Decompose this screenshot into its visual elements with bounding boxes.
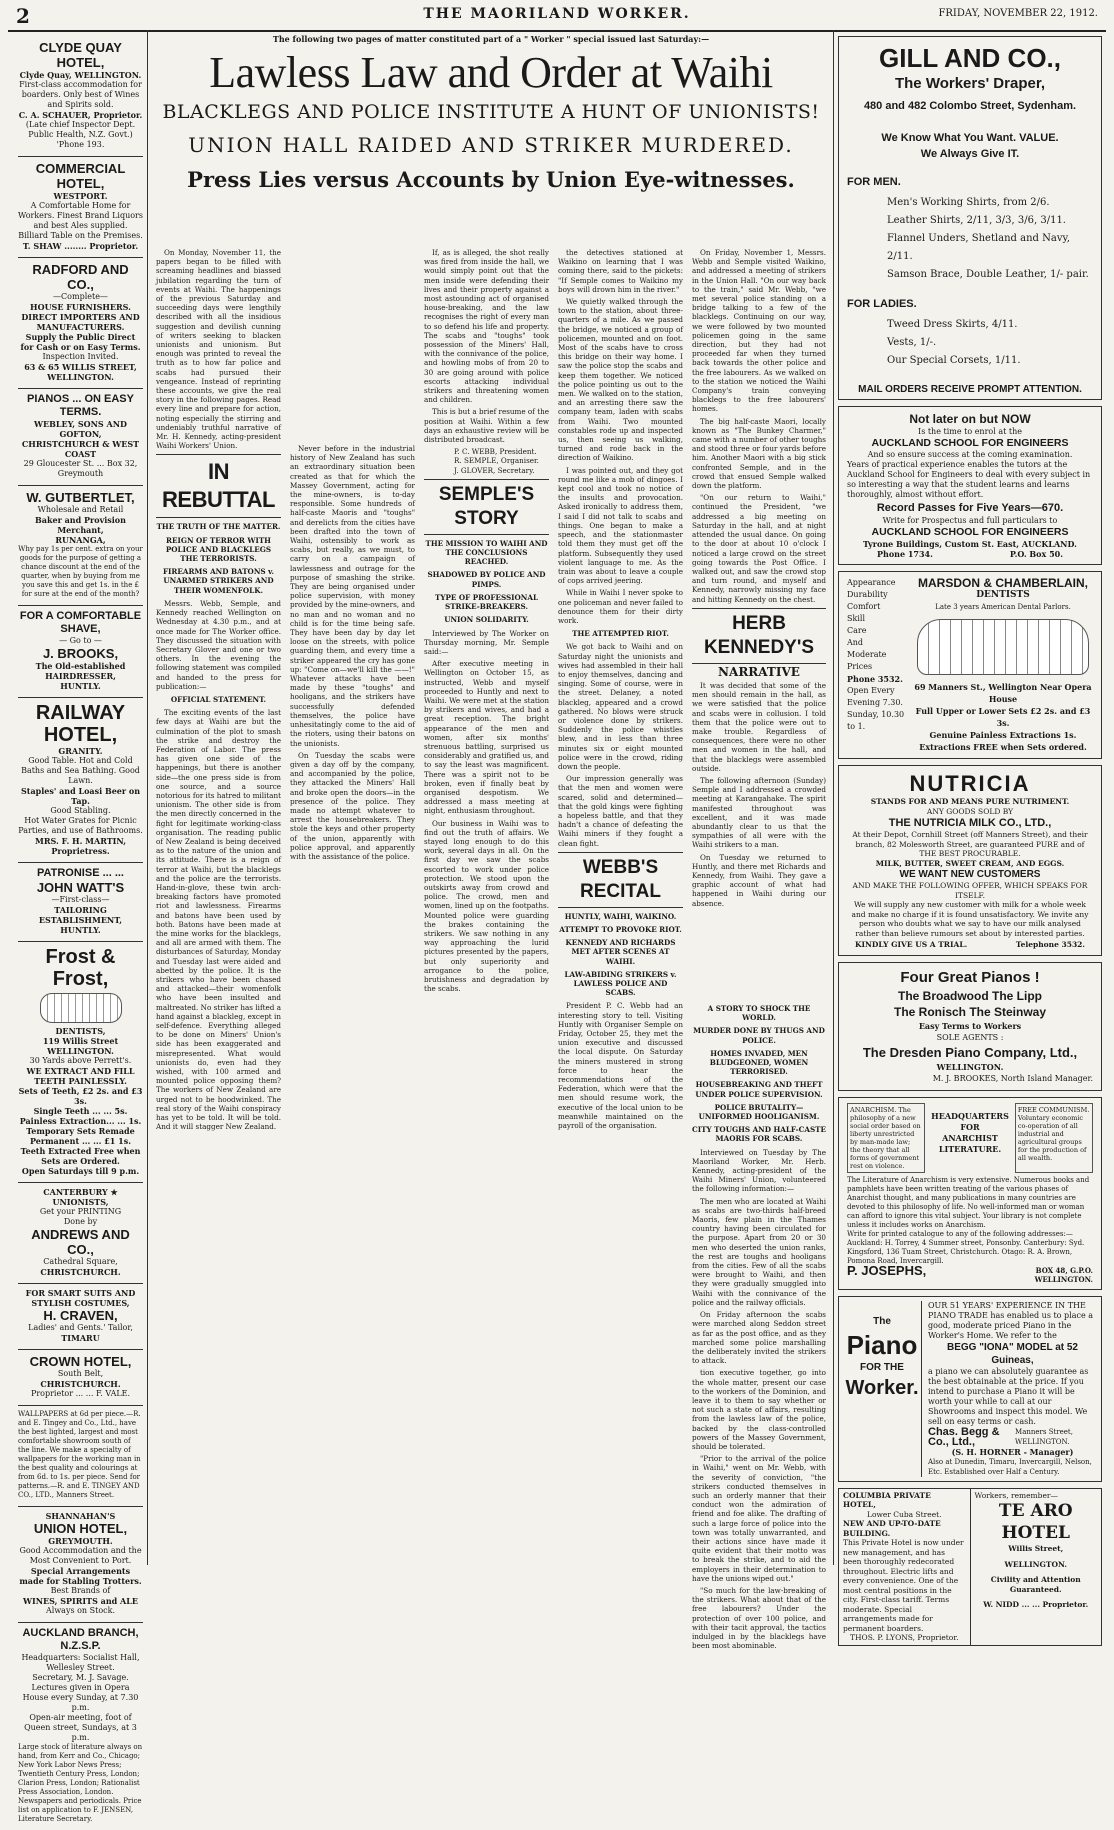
ad-line: CHRISTCHURCH. [40, 1267, 121, 1277]
ad-title: RADFORD AND CO., [32, 262, 129, 292]
gill-tag: We Know What You Want. VALUE. [881, 132, 1059, 144]
marsden-left: Moderate [847, 650, 887, 659]
ad-nutricia [838, 765, 1102, 956]
kennedy-title-2: NARRATIVE [718, 664, 800, 679]
marsden-left: And [847, 638, 864, 647]
nutricia-offer: AND MAKE THE FOLLOWING OFFER, WHICH SPEAKS FOR ITSELF. [852, 881, 1088, 900]
ad-craven-tailor [18, 1284, 143, 1350]
nutricia-body: We will supply any new customer with milk for a whole week and make no charge if it is found unsatisfactory. We invite any person who doubts what we say to have our milk analysed rather than believe rumours set about by interested parties. [851, 900, 1089, 938]
paragraph: the detectives stationed at Waikino on learning that I was coming there, said to the pickets: "If Semple comes to Waikino my boys will drown him in the river." [558, 248, 683, 294]
auckland-box: P.O. Box 50. [1009, 549, 1063, 559]
ad-title: W. GUTBERTLET, [26, 490, 135, 505]
kennedy-subhead: HOUSEBREAKING AND THEFT UNDER POLICE SUPERVISION. [695, 1080, 823, 1099]
ad-line: Good Accommodation and the Most Convenient to Port. [19, 1546, 142, 1565]
ad-line: Hot Water Grates for Picnic Parties, and use of Bathrooms. [18, 816, 143, 835]
ad-line: HUNTLY. [60, 925, 101, 935]
semple-subhead: UNION SOLIDARITY. [444, 615, 529, 625]
ad-line: Good Table. Hot and Cold Baths and Sea Bathing. Good Lawn. [21, 756, 140, 785]
auckland-line: And so ensure success at the coming examination. [867, 450, 1073, 459]
official-statement-subhead: OFFICIAL STATEMENT. [170, 694, 267, 704]
ad-gutbertlet [18, 486, 143, 606]
deck-blacklegs: BLACKLEGS AND POLICE INSTITUTE A HUNT OF UNIONISTS! [162, 101, 820, 123]
article-column-3 [424, 248, 549, 1548]
begg-company: Chas. Begg & Co., Ltd., [928, 1425, 1000, 1448]
ad-line: GRANITY. [58, 746, 103, 756]
ad-line: WESTPORT. [53, 191, 108, 201]
gill-item: Our Special Corsets, 1/11. [887, 355, 1021, 366]
ad-title: COMMERCIAL HOTEL, [35, 161, 126, 191]
begg-body: OUR 51 YEARS' EXPERIENCE IN THE PIANO TRADE has enabled us to place a good, moderate priced Piano in the Worker's Home. We refer to the [928, 1300, 1094, 1340]
ad-line: UNION HOTEL, [33, 1521, 128, 1536]
signature: J. GLOVER, Secretary. [454, 465, 535, 475]
begg-also: Also at Dunedin, Timaru, Invercargill, Nelson, Etc. Established over Half a Century. [928, 1457, 1092, 1476]
ad-line: WINES, SPIRITS and ALE [23, 1596, 138, 1606]
ad-line: Ladies' and Gents.' Tailor, [28, 1323, 133, 1332]
ad-line: WELLINGTON. [47, 1046, 114, 1056]
intro-note: The following two pages of matter constituted part of a " Worker " special issued last Saturday:— [272, 34, 710, 44]
paragraph: We got back to Waihi and on Saturday night the unionists and wives had assembled in their hall to enjoy themselves, dancing and singing. Some of course, were in the street. Delaney, a noted blackleg, appeared and a crowd gathered. No blows were struck or violence done by strikers. Suddenly the police whistles blew, and in less than three minutes six or eight mounted police were in the crowd, riding down the people. [558, 642, 683, 771]
ad-line: — Go to — [59, 636, 102, 645]
ad-line: Good Stabling. [50, 806, 111, 815]
ad-line: TAILORING ESTABLISHMENT, [38, 905, 123, 925]
dentures-illustration [917, 619, 1089, 675]
marsden-left: Comfort [847, 602, 881, 611]
paragraph: On Monday, November 11, the papers began to be filled with screaming headlines and biassed jubilation regarding the turn of events at Waihi. The happenings of the previous Saturday and succeeding days were lengthily described with all the insidious suggestion and devilish cunning of writers seeking to blacken unionists and unionism. But enough was printed to reveal the truth as to how far police and scabs had pursued their vengeance. Instead of reprinting these accounts, we give the real story in the following pages. Read every line and prepare for action, noting especially the stirring and undeniably truthful narrative of Mr. H. Kennedy, acting-president Waihi Workers' Union. [156, 248, 281, 451]
ad-line: T. SHAW ........ Proprietor. [22, 241, 139, 251]
semple-story-title: SEMPLE'S STORY [424, 479, 549, 535]
gill-item: Leather Shirts, 2/11, 3/3, 3/6, 3/11. [887, 215, 1066, 226]
ad-union-hotel [18, 1507, 143, 1623]
bottom-ads [838, 1488, 1102, 1646]
marsden-left: Phone 3532. [847, 674, 903, 684]
deck-press-lies: Press Lies versus Accounts by Union Eye-witnesses. [187, 167, 795, 192]
gill-item: Flannel Unders, Shetland and Navy, 2/11. [887, 233, 1070, 262]
begg-left: Worker. [845, 1376, 919, 1399]
webb-subhead: ATTEMPT TO PROVOKE RIOT. [559, 925, 682, 934]
ad-line: 30 Yards above Perrett's. [29, 1056, 132, 1065]
auckland-phone: Phone 1734. [877, 549, 933, 559]
ad-title: Frost & Frost, [45, 946, 116, 990]
semple-subhead: SHADOWED BY POLICE AND PIMPS. [427, 570, 546, 589]
dentures-illustration [40, 993, 122, 1023]
firearms-subhead: FIREARMS AND BATONS v. UNARMED STRIKERS AND THEIR WOMENFOLK. [162, 567, 275, 595]
ad-line: South Belt, [57, 1369, 104, 1378]
paragraph: The men who are located at Waihi as scabs are two-thirds half-breed Maoris, few plain in the Thames country having been circulated for the purpose. Apart from 20 or 30 men who deserted the union ranks, the rest are toughs and hooligans from the cities. Few of all the scabs were brought to Waihi, and then they were gradually smuggled into Waihi with the connivance of the police and the railway officials. [692, 1196, 826, 1307]
ad-line: Billiard Table on the Premises. [18, 231, 143, 240]
marsden-left: Open Every Evening 7.30. [847, 686, 903, 707]
ad-line: MRS. F. H. MARTIN, Proprietress. [35, 836, 126, 856]
anarchism-headquarters: HEADQUARTERS FOR ANARCHIST LITERATURE. [931, 1110, 1009, 1154]
signature: P. C. WEBB, President. [454, 447, 537, 457]
paragraph: Never before in the industrial history of New Zealand has such an extraordinary situation been created as that for which the Massey Government, acting for the mine-owners, is to-day responsible. Some hundreds of half-caste Maoris and "toughs" and derelicts from the cities have been drafted into the town of Waihi, ostensibly to work as scabs, but really, as we must, to carry on a campaign of lawlessness and outrage for the purpose of smashing the strike. They are being organised under police supervision, with money provided by the mine-owners, and no man and no woman and no child is for the time being safe. They have been day by day let loose on the streets, with police guarding them, and every time a striker appeared the cry has gone up: "Come on—we'll kill the ——!" Whatever attacks have been made by these "toughs" and hooligans, and the strikers have successfully defended themselves, the police have unhesitatingly come to the aid of the rioters, using their batons on the unionists. [290, 444, 415, 748]
anarchism-body: The Literature of Anarchism is very extensive. Numerous books and pamphlets have been written treating of the various phases of Anarchist thought, and many publications in many countries are devoted to this philosophy of life. No well-informed man or woman can afford to ignore this vital subject. Your library is not complete unless it includes works on Anarchism. [847, 1175, 1090, 1229]
webb-subhead: KENNEDY AND RICHARDS MET AFTER SCENES AT WAIHI. [565, 938, 676, 966]
webb-recital-title: WEBB'S RECITAL [558, 852, 683, 908]
ad-line: Supply the Public Direct for Cash or on Easy Terms. [20, 332, 141, 352]
columbia-address: Lower Cuba Street. [866, 1509, 942, 1519]
pianos-agents: SOLE AGENTS : [936, 1032, 1004, 1042]
anarchism-city: WELLINGTON. [1034, 1274, 1093, 1284]
gill-sub: The Workers' Draper, [894, 75, 1045, 92]
marsden-left: Prices [847, 662, 873, 671]
ad-title: HOTEL, [43, 724, 118, 746]
paragraph: On Friday afternoon the scabs were marched along Seddon street as far as the post office, and as they marched some police marshalling the deliberately invited the strikers to attack. [692, 1310, 826, 1366]
semple-subhead: THE MISSION TO WAIHI AND THE CONCLUSIONS REACHED. [425, 538, 548, 567]
paragraph: "So much for the law-breaking of the strikers. What about that of the free labourers? Under the protection of over 100 police, and with their tacit approval, the tactics indulged in by the blacklegs have been most abominable. [692, 1585, 826, 1651]
ad-line: GREYMOUTH. [48, 1536, 113, 1546]
tearo-name: TE ARO HOTEL [998, 1501, 1073, 1543]
paragraph: Our business in Waihi was to find out the truth of affairs. We stayed long enough to do this work, several days in all. On the first day we saw the scabs escorted to work under police protection. We stood upon the outskirts away from crowd and police. The crowd, men and women, lined up on the footpaths. Mounted police were guarding the brakes containing the strikers. We saw nothing in any way approaching the lurid pictures presented by the papers, but only superiority and arrogance to the police, brutishness and degradation by the scabs. [424, 818, 549, 994]
ad-line: Temporary Sets Remade Permanent ... ... £1 1s. [26, 1126, 135, 1146]
ad-line: 63 & 65 WILLIS STREET, [24, 362, 137, 372]
ad-line: Inspection Invited. [42, 352, 119, 361]
ad-line: Open-air meeting, foot of Queen street, Sundays, at 3 p.m. [24, 1713, 137, 1742]
auckland-address: Tyrone Buildings, Custom St. East, AUCKLAND. [863, 539, 1077, 549]
ad-clyde-quay-hotel [18, 36, 143, 157]
ad-line: Proprietor ... ... F. VALE. [30, 1389, 131, 1398]
ad-line: DIRECT IMPORTERS AND MANUFACTURERS. [21, 312, 140, 332]
paragraph: Interviewed on Tuesday by The Maoriland Worker, Mr. Herb. Kennedy, acting-president of the Waihi Miners' Union, volunteered the following information:— [692, 1147, 826, 1194]
gill-tag: We Always Give IT. [920, 148, 1020, 160]
ad-line: A Comfortable Home for Workers. Finest Brand Liquors and best Ales supplied. [18, 201, 143, 230]
ad-line: WELLINGTON. [47, 372, 114, 382]
ad-marsden-dentists [838, 571, 1102, 759]
nutricia-phone: Telephone 3532. [1015, 940, 1085, 949]
nutricia-tag: STANDS FOR AND MEANS PURE NUTRIMENT. [870, 797, 1070, 806]
tearo-city: WELLINGTON. [1004, 1559, 1068, 1569]
paragraph: Interviewed by The Worker on Thursday morning, Mr. Semple said:— [424, 628, 549, 656]
nutricia-trial: KINDLY GIVE US A TRIAL. [855, 940, 968, 949]
ad-line: Sets of Teeth, £2 2s. and £3 3s. [18, 1086, 143, 1106]
anarchism-name: P. JOSEPHS, [847, 1262, 927, 1278]
paragraph: The following afternoon (Sunday) Semple and I addressed a crowded meeting at Karangahake. The spirit manifested throughout was excellent, and it was made abundantly clear to us that the sympathies of all were with the Waihi strikers to a man. [692, 775, 826, 850]
nutricia-name: NUTRICIA [909, 771, 1031, 796]
ad-dresden-pianos [838, 962, 1102, 1091]
marsden-note: Late 3 years American Dental Parlors. [935, 603, 1071, 611]
ad-title: CLYDE QUAY HOTEL, [39, 40, 122, 70]
paragraph: "Prior to the arrival of the police in Waihi," went on Mr. Webb, with the severity of conviction, "the strikers conducted themselves in such an orderly manner that their conduct won the admiration of friend and foe alike. The drafting of such a large force of police into the town was totally unwarranted, and their actions since have made it quite evident that their motto was to break the strike, and to aid the employers in their determination to have the unions wiped out." [692, 1454, 826, 1583]
main-article-header [152, 34, 830, 194]
ad-crown-hotel [18, 1350, 143, 1406]
marsden-address: 69 Manners St., Wellington Near Opera House [914, 682, 1092, 704]
ad-line: CHRISTCHURCH. [40, 1379, 121, 1389]
tearo-proprietor: W. NIDD ... ... Proprietor. [983, 1600, 1089, 1609]
kennedy-subhead: A STORY TO SHOCK THE WORLD. [707, 1004, 811, 1023]
kennedy-subhead: CITY TOUGHS AND HALF-CASTE MAORIS FOR SCABS. [692, 1125, 826, 1144]
paragraph: If, as is alleged, the shot really was fired from inside the hall, we would simply point out that the men inside were defending their lives and their property against a most astounding act of organised house-breaking, and the law recognises the right of every man to so defend his life and property. The scabs and "toughs" took possession of the Miners' Hall, with the connivance of the police, and howling mobs of from 20 to 30 are going around with police escorts attacking individual strikers and threatening women and children. [424, 248, 549, 405]
anarchism-addresses: Auckland: H. Torrey, 4 Summer street, Ponsonby. Canterbury: Syd. Kingsford, 136 Tuam Street, Christchurch. Otago: R. A. Brown, Pomona Road, Invercargill. [847, 1238, 1085, 1265]
ad-title: CANTERBURY ★ UNIONISTS, [43, 1187, 118, 1207]
gill-mail-orders: MAIL ORDERS RECEIVE PROMPT ATTENTION. [858, 384, 1082, 395]
pianos-city: WELLINGTON. [936, 1061, 1004, 1072]
paragraph: On Friday, November 1, Messrs. Webb and Semple visited Waikino, and addressed a meeting of strikers in the Union Hall. "On our way back to the train," said Mr. Webb, "we met several police standing on a bridge talking to a few of the blacklegs. Continuing on our way, we were followed by two mounted policemen going in the same direction, but they had not proceeded far when they turned back towards the other police and the free labourers. As we walked on to the station we noticed the Waihi Company's train conveying blacklegs to the free labourers' homes. [692, 248, 826, 414]
tearo-line: Workers, remember— [974, 1490, 1058, 1500]
paragraph: I was pointed out, and they got round me like a mob of dingoes. I kept cool and took no notice of the insults and provocation. Asked ironically to address them, I said I did not talk to scabs and things. One began to make a speech, and the stationmaster told them they must get off the platform. Subsequently they used violent language to me. As the train was about to leave a couple of cops arrived jeering. [558, 465, 683, 586]
marsden-offer: Extractions FREE when Sets ordered. [919, 742, 1087, 752]
paragraph: On Tuesday we returned to Huntly, and there met Richards and Kennedy, from Waihi. They gave a graphic account of what had happened in Waihi during our absence. [692, 852, 826, 908]
ad-anarchism [838, 1097, 1102, 1290]
column-rule [147, 30, 148, 1565]
auckland-body: Years of practical experience enables the tutors at the Auckland School for Engineers to deal with every subject in so interesting a way that the student learns and learns thoroughly, almost without effort. [847, 460, 1091, 499]
ad-line: CHRISTCHURCH & WEST COAST [21, 439, 140, 459]
ad-line: Single Teeth ... ... 5s. [33, 1106, 128, 1116]
issue-date: FRIDAY, NOVEMBER 22, 1912. [938, 8, 1098, 19]
kennedy-title: HERB KENNEDY'S [692, 608, 826, 664]
ad-line: Best Brands of [50, 1586, 111, 1595]
marsden-offer: Genuine Painless Extractions 1s. [929, 730, 1077, 740]
ad-line: Baker and Provision Merchant, [35, 515, 126, 535]
auckland-line: Is the time to enrol at the [918, 427, 1022, 436]
pianos-manager: M. J. BROOKES, North Island Manager. [932, 1073, 1093, 1083]
paragraph: Our impression generally was that the men and women were scared, solid and determined—that the gold kings were fighting a hopeless battle, and that they hadn't a chance of defeating the Waihi miners if they fought a clean fight. [558, 774, 683, 848]
begg-left: The [873, 1315, 891, 1327]
headline: Lawless Law and Order at Waihi [209, 48, 773, 97]
ad-title: PIANOS ... ON EASY TERMS. [27, 393, 134, 418]
ad-line: HUNTLY. [60, 681, 101, 691]
ad-line: Get your PRINTING [39, 1207, 122, 1216]
ad-line: —First-class— [51, 895, 110, 904]
article-column-6 [692, 1000, 826, 1651]
ad-line: Special Arrangements made for Stabling Trotters. [19, 1566, 142, 1586]
ad-line: Lectures given in Opera House every Sunday, at 7.30 p.m. [22, 1683, 139, 1712]
ad-line: ANDREWS AND CO., [31, 1227, 130, 1257]
begg-address: Manners Street, WELLINGTON. [1015, 1427, 1073, 1446]
ad-title: FOR A COMFORTABLE SHAVE, [19, 610, 142, 635]
ad-line: —Complete— [53, 292, 108, 301]
column-rule [833, 30, 834, 1565]
ad-brooks-hairdresser [18, 606, 143, 698]
reign-subhead: REIGN OF TERROR WITH POLICE AND BLACKLEGS THE TERRORISTS. [165, 535, 272, 564]
page-number: 2 [16, 4, 30, 28]
ad-line: First-class accommodation for boarders. Only best of Wines and Spirits sold. [19, 80, 142, 109]
marsden-left: Care [847, 626, 867, 635]
webb-subhead: LAW-ABIDING STRIKERS v. LAWLESS POLICE AND SCABS. [564, 969, 677, 998]
ad-title: PATRONISE ... ... [37, 867, 124, 879]
rebuttal-title: IN REBUTTAL [156, 454, 281, 518]
article-column-2 [290, 444, 415, 1548]
left-ad-column [18, 36, 143, 1830]
pianos-brands: The Broadwood The Lipp [898, 988, 1042, 1003]
marsden-offer: Full Upper or Lower Sets £2 2s. and £3 3s. [915, 706, 1091, 728]
pianos-head: Four Great Pianos ! [900, 968, 1040, 986]
ad-john-watts [18, 863, 143, 942]
attempted-riot-subhead: THE ATTEMPTED RIOT. [572, 629, 669, 639]
webb-subhead: HUNTLY, WAIHI, WAIKINO. [564, 911, 677, 921]
ad-line: Wholesale and Retail [37, 505, 124, 514]
paper-title: THE MAORILAND WORKER. [423, 6, 691, 22]
paragraph: On Tuesday the scabs were given a day off by the company, and accompanied by the police, they attacked the Miners' Hall and broke open the doors—in the presence of the police. They made no attempt whatever to arrest the housebreakers. They stole the keys and other property of the union, apparently with police approval, and apparently with the assistance of the police. [290, 750, 415, 861]
ad-line: RUNANGA, [55, 535, 106, 545]
ad-begg-piano [838, 1296, 1102, 1482]
paragraph: We quietly walked through the town to the station, about three-quarters of a mile. As we passed the bridge, we noticed a group of policemen, mounted and on foot. Most of the scabs have to cross this bridge on their way home. I saw the police stop the scabs and keep them together. We noticed the police pointing us out to the men. We walked on to the station, and an arresting there saw the company team, laden with scabs from Waihi. Two mounted constables rode up and inspected us, then seeing us walking, turned and rode back in the direction of Waikino. [558, 297, 683, 463]
paragraph: This is but a brief resume of the position at Waihi. Within a few days an exhaustive review will be distributed broadcast. [424, 407, 549, 445]
ad-line: HOUSE FURNISHERS. [30, 302, 131, 312]
begg-model: BEGG "IONA" MODEL at 52 Guineas, [947, 1341, 1078, 1366]
begg-left: FOR THE [860, 1361, 904, 1373]
ad-line: Cathedral Square, [43, 1257, 118, 1266]
gill-men-heading: FOR MEN. [847, 176, 901, 188]
ad-commercial-hotel [18, 157, 143, 258]
ad-title: SHANNAHAN'S [45, 1511, 116, 1521]
columbia-name: COLUMBIA PRIVATE HOTEL, [843, 1490, 931, 1509]
ad-te-aro-hotel [970, 1489, 1102, 1645]
ad-line: Secretary, M. J. Savage. [32, 1673, 129, 1682]
ad-line: Done by [63, 1217, 98, 1226]
article-column-4 [558, 248, 683, 1548]
ad-line: The Old-established HAIRDRESSER, [35, 661, 126, 681]
gill-item: Tweed Dress Skirts, 4/11. [887, 319, 1018, 330]
ad-line: Open Saturdays till 9 p.m. [21, 1166, 140, 1176]
auckland-name: AUCKLAND SCHOOL FOR ENGINEERS [871, 437, 1069, 449]
ad-line: Why pay 1s per cent. extra on your goods for the purpose of getting a chance discount at the end of the quarter, when by buying from me you save this and get 1s. in the £ for sure at the end of the month? [18, 545, 143, 598]
ad-line: Clyde Quay, WELLINGTON. [19, 70, 142, 80]
gill-item: Samson Brace, Double Leather, 1/- pair. [887, 269, 1089, 280]
nutricia-line: ANY GOODS SOLD BY [926, 806, 1014, 816]
ad-line: 119 Willis Street [42, 1036, 119, 1046]
paragraph: President P. C. Webb had an interesting story to tell. Visiting Huntly with Organiser Semple on Friday, October 25, they met the union executive and discussed the local dispute. On Saturday the miners mustered in strong force to hear the recommendations of the Federation, which were that the men should resume work, the executive of the local union to be meanwhile maintained on the payroll of the organisation. [558, 1001, 683, 1131]
marsden-left: Appearance [847, 578, 896, 587]
paragraph: After executive meeting in Wellington on October 15, as instructed, Webb and myself proceeded to Huntly and next to Waihi. We were met at the station by strikers and wives, and had a great reception. The bright appearance of the men and women, after six months' strenuous battling, surprised us considerably and gratified us, and to say the least was magnificent. There was a spirit not to be broken, even if finally beat by organised despotism. We addressed a mass meeting at night, enthusiasm throughout. [424, 659, 549, 816]
deck-union-hall: UNION HALL RAIDED AND STRIKER MURDERED. [188, 133, 794, 157]
begg-left: Piano [846, 1329, 918, 1360]
begg-body: a piano we can absolutely guarantee as the best obtainable at the price. If you intend to purchase a Piano it will be worth your while to call at our Showrooms and inspect this model. We sell on easy terms or cash. [928, 1366, 1089, 1426]
article-column-1 [156, 248, 281, 1548]
nutricia-body: At their Depot, Cornhill Street (off Manners Street), and their branch, 82 Molesworth Street, are guaranteed PURE and of THE BEST PROCURABLE. [852, 830, 1088, 858]
tearo-address: Willis Street, [1008, 1544, 1064, 1553]
kennedy-subhead: MURDER DONE BY THUGS AND POLICE. [693, 1026, 825, 1045]
ad-line: C. A. SCHAUER, Proprietor. [18, 110, 143, 120]
anarchism-box-number: BOX 48, G.P.O. [1035, 1265, 1093, 1275]
marsden-left: Skill [847, 614, 866, 623]
ad-line: Painless Extraction... ... 1s. [19, 1116, 142, 1126]
auckland-record: Record Passes for Five Years—670. [876, 502, 1064, 514]
ad-line: WALLPAPERS at 6d per piece.—R. and E. Tingey and Co., Ltd., have the best lighted, largest and most comfortable showroom south of the line. We make a specialty of wallpapers for the working man in the best quality and colourings at from 6d. to 1s. per piece. Send for patterns.—R. and E. TINGEY AND CO., LTD., Manners Street. [18, 1410, 141, 1499]
ad-line: WEBLEY, SONS AND GOFTON, [34, 419, 127, 439]
ad-railway-hotel [18, 698, 143, 863]
paragraph: Messrs. Webb, Semple, and Kennedy reached Wellington on Wednesday at 4.30 p.m., and at once made for The Worker office. They discussed the situation with Secretary Glover and one or two others. In the evening the following statement was compiled and handed to the press for publication:— [156, 598, 281, 691]
ad-title: FOR SMART SUITS AND STYLISH COSTUMES, [25, 1288, 136, 1308]
semple-subhead: TYPE OF PROFESSIONAL STRIKE-BREAKERS. [435, 592, 538, 612]
ad-tingey-wallpapers [18, 1406, 143, 1507]
ad-line: H. CRAVEN, [43, 1308, 118, 1323]
ad-line: Large stock of literature always on hand, from Kerr and Co., Chicago; New York Labor News Press; Twentieth Century Press, London; Clarion Press, London; Rationalist Press Association, London. Newspapers and periodicals. Price list on application to F. JENSEN, Literature Secretary. [18, 1743, 143, 1823]
gill-ladies-heading: FOR LADIES. [847, 298, 917, 310]
ad-line: (Late chief Inspector Dept. Public Health, N.Z. Govt.) 'Phone 193. [25, 120, 136, 149]
ad-auckland-school [838, 406, 1102, 565]
auckland-head: Not later on but NOW [909, 412, 1031, 426]
begg-manager: (S. H. HORNER - Manager) [951, 1446, 1074, 1457]
paragraph: While in Waihi I never spoke to one policeman and never failed to denounce them for their dirty work. [558, 588, 683, 625]
auckland-name: AUCKLAND SCHOOL FOR ENGINEERS [871, 526, 1069, 538]
columbia-line: NEW AND UP-TO-DATE BUILDING. [843, 1519, 941, 1538]
ad-line: Always on Stock. [45, 1606, 115, 1615]
gill-item: Vests, 1/-. [887, 337, 937, 348]
right-ad-column [838, 36, 1102, 1646]
marsden-name: MARSDON & CHAMBERLAIN, [918, 576, 1088, 590]
nutricia-goods: MILK, BUTTER, SWEET CREAM, AND EGGS. [875, 858, 1065, 868]
signature: R. SEMPLE, Organiser. [454, 456, 539, 466]
ad-line: J. BROOKS, [42, 646, 119, 661]
columbia-proprietor: THOS. P. LYONS, Proprietor. [850, 1633, 959, 1642]
ad-title: AUCKLAND BRANCH, N.Z.S.P. [22, 1627, 139, 1652]
ad-gill-and-co [838, 36, 1102, 400]
ad-line: JOHN WATT'S [36, 880, 125, 895]
ad-line: WE EXTRACT AND FILL TEETH PAINLESSLY. [26, 1066, 135, 1086]
ad-title: RAILWAY [35, 702, 126, 724]
paragraph: It was decided that some of the men should remain in the hall, as we were satisfied that the police and scabs were in collusion. I told them that the police were out to make trouble. Regardless of consequences, there were no other men and women in the hall, and that the blacklegs were assembled outside. [692, 680, 826, 773]
ad-line: Staples' and Loasi Beer on Tap. [20, 786, 141, 806]
paragraph: The exciting events of the last few days at Waihi are but the culmination of the plot to smash the strike and destroy the Federation of Labor. The press has given one side of the happenings, but there is another side—the one press side is from one source, and a source notorious for its hatred to militant unionism. The other side is from the men directly concerned in the fight for legitimate working-class organisation. The reading public of New Zealand is being deceived as to the nature of the union and its attitude. There is a reign of terror at Waihi, but the blacklegs and the police are the terrorists. Hand-in-glove, these twin arch-breaking factors have promoted riot and lawlessness. Firearms and batons have been used by both. Batons have been made at the mine works for the blacklegs, and all are armed with them. The disturbances of Saturday, Monday and Tuesday last were aided and abetted by the police. It is the strikers who have been chased and attacked—their womenfolk who have been insulted and maltreated. No striker has lifted a hand against a blackleg, except in self-defence. Everything alleged to be done on Miners' Union's side has been exaggerated and misrepresented. What would unionists do, even had they wished, with 100 armed and mounted police opposing them? The workers of New Zealand are urged not to be hoodwinked. The real story of the Waihi conspiracy has yet to be told. It will be told. And it will stagger New Zealand. [156, 708, 281, 1132]
auckland-line: Write for Prospectus and full particulars to [882, 516, 1058, 525]
ad-line: DENTISTS, [55, 1026, 106, 1036]
marsden-left: Durability [847, 590, 888, 599]
ad-auckland-branch [18, 1623, 143, 1830]
gill-name: GILL AND CO., [879, 43, 1061, 73]
ad-pianos-webley [18, 389, 143, 486]
anarchism-write: Write for printed catalogue to any of the following addresses:— [847, 1229, 1073, 1238]
kennedy-subhead: HOMES INVADED, MEN BLUDGEONED, WOMEN TERRORISED. [709, 1048, 809, 1077]
ad-frost-dentists [18, 942, 143, 1183]
ad-line: TIMARU [61, 1333, 100, 1343]
tearo-tag: Civility and Attention Guaranteed. [990, 1575, 1081, 1594]
pianos-terms: Easy Terms to Workers [918, 1020, 1022, 1031]
ad-columbia-hotel [839, 1489, 970, 1645]
paragraph: The big half-caste Maori, locally known as "The Bunkey Charmer," came with a number of other toughs and stood three or four yards before him. Another Maori with a big stick confronted Semple, and in the crowd that ensued Semple walked down the platform. [692, 416, 826, 491]
pianos-company: The Dresden Piano Company, Ltd., [862, 1044, 1078, 1060]
ad-line: Teeth Extracted Free when Sets are Ordered. [20, 1146, 141, 1166]
kennedy-subhead: POLICE BRUTALITY—UNIFORMED HOOLIGANISM. [698, 1102, 820, 1122]
anarchism-box: FREE COMMUNISM. Voluntary economic co-operation of all industrial and agricultural groups for the production of all wealth. [1015, 1103, 1093, 1173]
ad-line: 29 Gloucester St. ... Box 32, Greymouth [23, 459, 138, 478]
columbia-body: This Private Hotel is now under new management, and has been thoroughly redecorated throughout. Electric lifts and every convenience. One of the most central positions in the city. First-class tariff. Terms moderate. Special arrangements made for permanent boarders. [843, 1538, 964, 1633]
marsden-left: Sunday, 10.30 to 1. [847, 710, 905, 731]
nutricia-want: WE WANT NEW CUSTOMERS [899, 869, 1041, 880]
paragraph: tion executive together, go into the whole matter, present our case to the workers of the Dominion, and leave it to them to say whether or not such a state of affairs, resulting from the lawless law of the police, backed by the class-controlled powers of the Massey Government, should be tolerated. [692, 1368, 826, 1451]
masthead [8, 0, 1106, 32]
ad-line: Headquarters: Socialist Hall, Wellesley Street. [21, 1653, 140, 1672]
nutricia-company: THE NUTRICIA MILK CO., LTD., [888, 817, 1052, 829]
ad-title: CROWN HOTEL, [29, 1354, 132, 1369]
gill-address: 480 and 482 Colombo Street, Sydenham. [863, 100, 1077, 112]
ad-andrews-printing [18, 1183, 143, 1284]
anarchism-box: ANARCHISM. The philosophy of a new social order based on liberty unrestricted by man-made law; the theory that all forms of government rest on violence. [847, 1103, 925, 1173]
ad-radford [18, 258, 143, 389]
paragraph: "On our return to Waihi," continued the President, "we addressed a big meeting on Saturday in the hall, and at night attended the usual dance. On going to the door at about 10 o'clock I noticed a large crowd on the street going towards the Post Office. I walked out, and saw the crowd stop and turn round, and myself and Kennedy, narrowly missing my face and hitting Kennedy on the chest. [692, 493, 826, 604]
rebuttal-subhead: THE TRUTH OF THE MATTER. [156, 522, 281, 532]
pianos-brands: The Ronisch The Steinway [893, 1004, 1047, 1019]
gill-item: Men's Working Shirts, from 2/6. [887, 197, 1050, 208]
marsden-sub: DENTISTS [976, 590, 1030, 600]
